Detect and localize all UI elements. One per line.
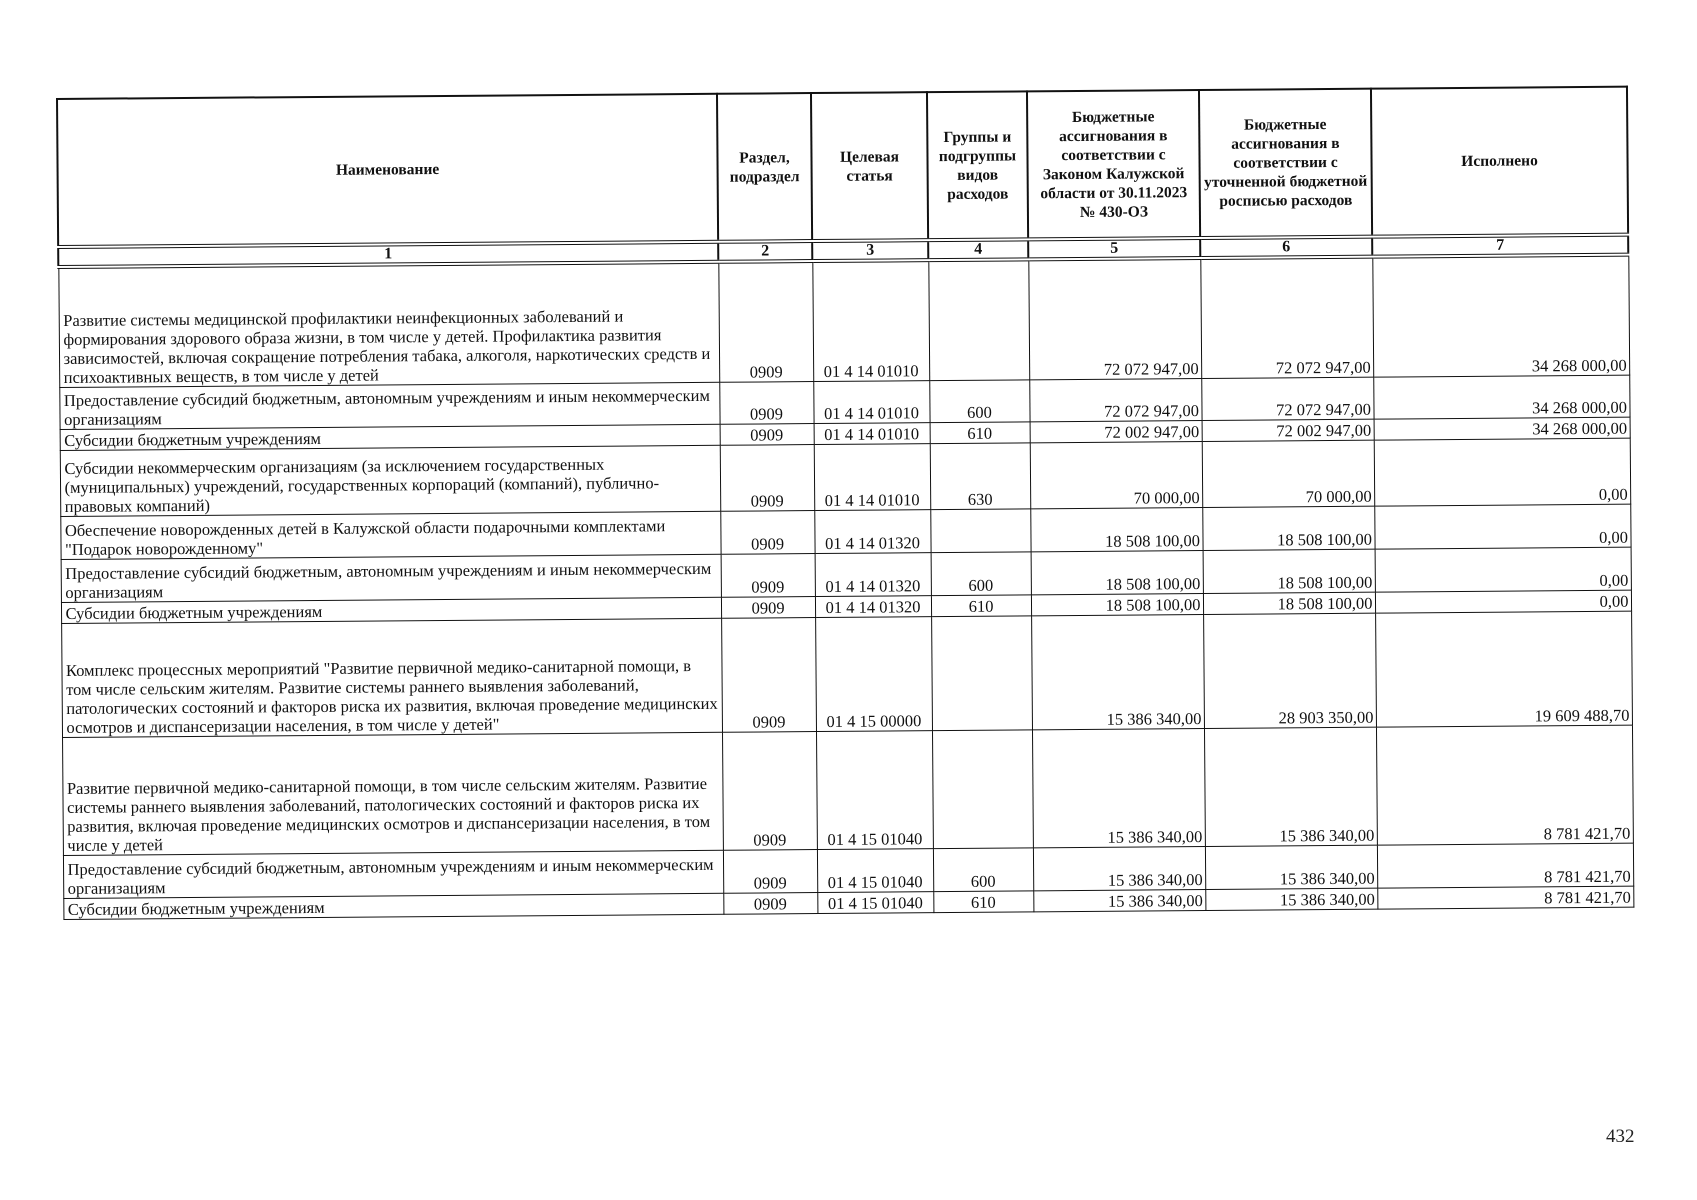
column-number: 1 <box>58 242 718 267</box>
row-section: 0909 <box>721 617 816 732</box>
row-group: 630 <box>930 442 1031 509</box>
row-target: 01 4 15 01040 <box>816 730 933 849</box>
table-row <box>58 255 1629 387</box>
row-executed-amount: 0,00 <box>1374 438 1631 506</box>
row-law-amount: 15 386 340,00 <box>1032 728 1205 847</box>
row-section: 0909 <box>723 892 817 914</box>
header-executed: Исполнено <box>1371 87 1628 237</box>
row-section: 0909 <box>719 381 813 424</box>
header-target-article: Целевая статья <box>811 92 928 241</box>
row-refined-amount: 18 508 100,00 <box>1203 549 1375 593</box>
row-law-amount: 18 508 100,00 <box>1031 593 1203 615</box>
row-name: Субсидии бюджетным учреждениям <box>63 893 723 919</box>
row-refined-amount: 15 386 340,00 <box>1205 845 1377 889</box>
row-executed-amount: 0,00 <box>1374 504 1630 549</box>
header-row <box>57 87 1628 247</box>
row-group <box>930 508 1030 552</box>
row-target: 01 4 14 01320 <box>815 595 931 617</box>
row-refined-amount: 72 002 947,00 <box>1202 419 1374 441</box>
row-refined-amount: 18 508 100,00 <box>1203 592 1375 614</box>
row-executed-amount: 34 268 000,00 <box>1373 375 1629 419</box>
column-number: 6 <box>1200 237 1372 258</box>
header-expense-groups: Группы и подгруппы видов расходов <box>927 91 1028 240</box>
row-refined-amount: 18 508 100,00 <box>1202 506 1374 550</box>
row-group: 610 <box>930 421 1030 443</box>
row-target: 01 4 14 01320 <box>814 509 930 553</box>
row-name: Предоставление субсидий бюджетным, автономным учреждениям и иным некоммерческим организациям <box>61 554 721 602</box>
row-group: 610 <box>931 594 1031 616</box>
row-name: Комплекс процессных мероприятий "Развитие первичной медико-санитарной помощи, в том числе сельским жителям. Развитие системы раннего выявления заболеваний, патологических состояний и факторов риска их развития, включая проведение медицинских осмотров и диспансеризации населения, в том числе у детей" <box>61 618 722 737</box>
row-executed-amount: 8 781 421,70 <box>1377 886 1633 909</box>
row-name: Обеспечение новорожденных детей в Калужской области подарочными комплектами "Подарок новорожденному" <box>60 511 720 559</box>
column-number: 4 <box>928 239 1028 260</box>
row-law-amount: 15 386 340,00 <box>1033 846 1205 890</box>
row-section: 0909 <box>721 596 815 618</box>
row-target: 01 4 14 01010 <box>812 260 929 381</box>
column-number: 3 <box>812 240 928 261</box>
header-section: Раздел, подраздел <box>717 93 812 242</box>
row-executed-amount: 8 781 421,70 <box>1376 725 1633 845</box>
row-group: 600 <box>929 379 1029 422</box>
row-name: Развитие системы медицинской профилактики неинфекционных заболеваний и формирования здорового образа жизни, в том числе у детей. Профилактика развития зависимостей, включая сокращение потребления табака, алкоголя, наркотических средств и психоактивных веществ, в том числе у детей <box>58 262 719 387</box>
row-name: Развитие первичной медико-санитарной помощи, в том числе сельским жителям. Развитие системы раннего выявления заболеваний, патологических состояний и факторов риска их развития, включая проведение медицинских осмотров и диспансеризации населения, в том числе у детей <box>62 732 723 855</box>
budget-table-sheet <box>56 86 1632 920</box>
row-refined-amount: 15 386 340,00 <box>1204 727 1377 846</box>
row-law-amount: 70 000,00 <box>1030 441 1203 508</box>
column-number: 2 <box>718 241 812 262</box>
row-target: 01 4 14 01010 <box>814 443 931 510</box>
row-law-amount: 15 386 340,00 <box>1033 889 1205 911</box>
row-section: 0909 <box>723 849 817 893</box>
table-row <box>60 438 1630 516</box>
row-refined-amount: 15 386 340,00 <box>1205 888 1377 910</box>
row-law-amount: 18 508 100,00 <box>1031 550 1203 594</box>
row-refined-amount: 70 000,00 <box>1202 440 1375 507</box>
column-number: 7 <box>1372 235 1628 257</box>
row-law-amount: 72 002 947,00 <box>1030 420 1202 442</box>
column-number: 5 <box>1028 238 1200 259</box>
row-target: 01 4 14 01320 <box>815 552 931 596</box>
header-law-allocations: Бюджетные ассигнования в соответствии с Законом Калужской области от 30.11.2023 № 430-ОЗ <box>1027 90 1200 239</box>
row-section: 0909 <box>720 510 814 554</box>
row-executed-amount: 0,00 <box>1375 590 1631 613</box>
row-section: 0909 <box>720 423 814 445</box>
row-section: 0909 <box>721 553 815 597</box>
row-refined-amount: 72 072 947,00 <box>1201 377 1373 420</box>
row-name: Предоставление субсидий бюджетным, автономным учреждениям и иным некоммерческим организациям <box>63 850 723 898</box>
row-executed-amount: 34 268 000,00 <box>1372 255 1629 377</box>
row-target: 01 4 15 01040 <box>817 891 933 913</box>
row-refined-amount: 72 072 947,00 <box>1200 257 1373 378</box>
header-name: Наименование <box>57 94 718 247</box>
row-law-amount: 18 508 100,00 <box>1030 507 1202 551</box>
row-law-amount: 72 072 947,00 <box>1028 258 1201 379</box>
page-number: 432 <box>1606 1126 1635 1147</box>
row-group <box>928 259 1029 380</box>
row-group <box>932 729 1033 848</box>
row-target: 01 4 15 01040 <box>817 848 933 892</box>
row-executed-amount: 19 609 488,70 <box>1375 611 1632 727</box>
row-executed-amount: 34 268 000,00 <box>1374 417 1630 440</box>
row-name: Субсидии некоммерческим организациям (за исключением государственных (муниципальных) учреждений, государственных корпораций (компаний), публично-правовых компаний) <box>60 445 720 516</box>
row-executed-amount: 0,00 <box>1375 547 1631 592</box>
row-law-amount: 72 072 947,00 <box>1029 378 1201 421</box>
table-row <box>61 611 1632 737</box>
row-target: 01 4 14 01010 <box>813 380 929 423</box>
row-section: 0909 <box>720 444 815 511</box>
table-row <box>62 725 1633 855</box>
row-target: 01 4 15 00000 <box>815 616 932 731</box>
row-refined-amount: 28 903 350,00 <box>1203 613 1376 728</box>
row-group: 610 <box>933 890 1033 912</box>
row-name: Субсидии бюджетным учреждениям <box>60 424 720 450</box>
row-group <box>931 615 1032 730</box>
row-group: 600 <box>933 847 1033 891</box>
header-refined-allocations: Бюджетные ассигнования в соответствии с уточненной бюджетной росписью расходов <box>1199 89 1372 238</box>
row-target: 01 4 14 01010 <box>814 422 930 444</box>
row-name: Предоставление субсидий бюджетным, автономным учреждениям и иным некоммерческим организациям <box>59 382 719 429</box>
row-section: 0909 <box>718 261 813 382</box>
budget-execution-table <box>56 86 1634 920</box>
row-executed-amount: 8 781 421,70 <box>1377 843 1633 888</box>
row-section: 0909 <box>722 731 817 850</box>
row-law-amount: 15 386 340,00 <box>1031 614 1204 729</box>
row-group: 600 <box>931 551 1031 595</box>
row-name: Субсидии бюджетным учреждениям <box>61 597 721 623</box>
